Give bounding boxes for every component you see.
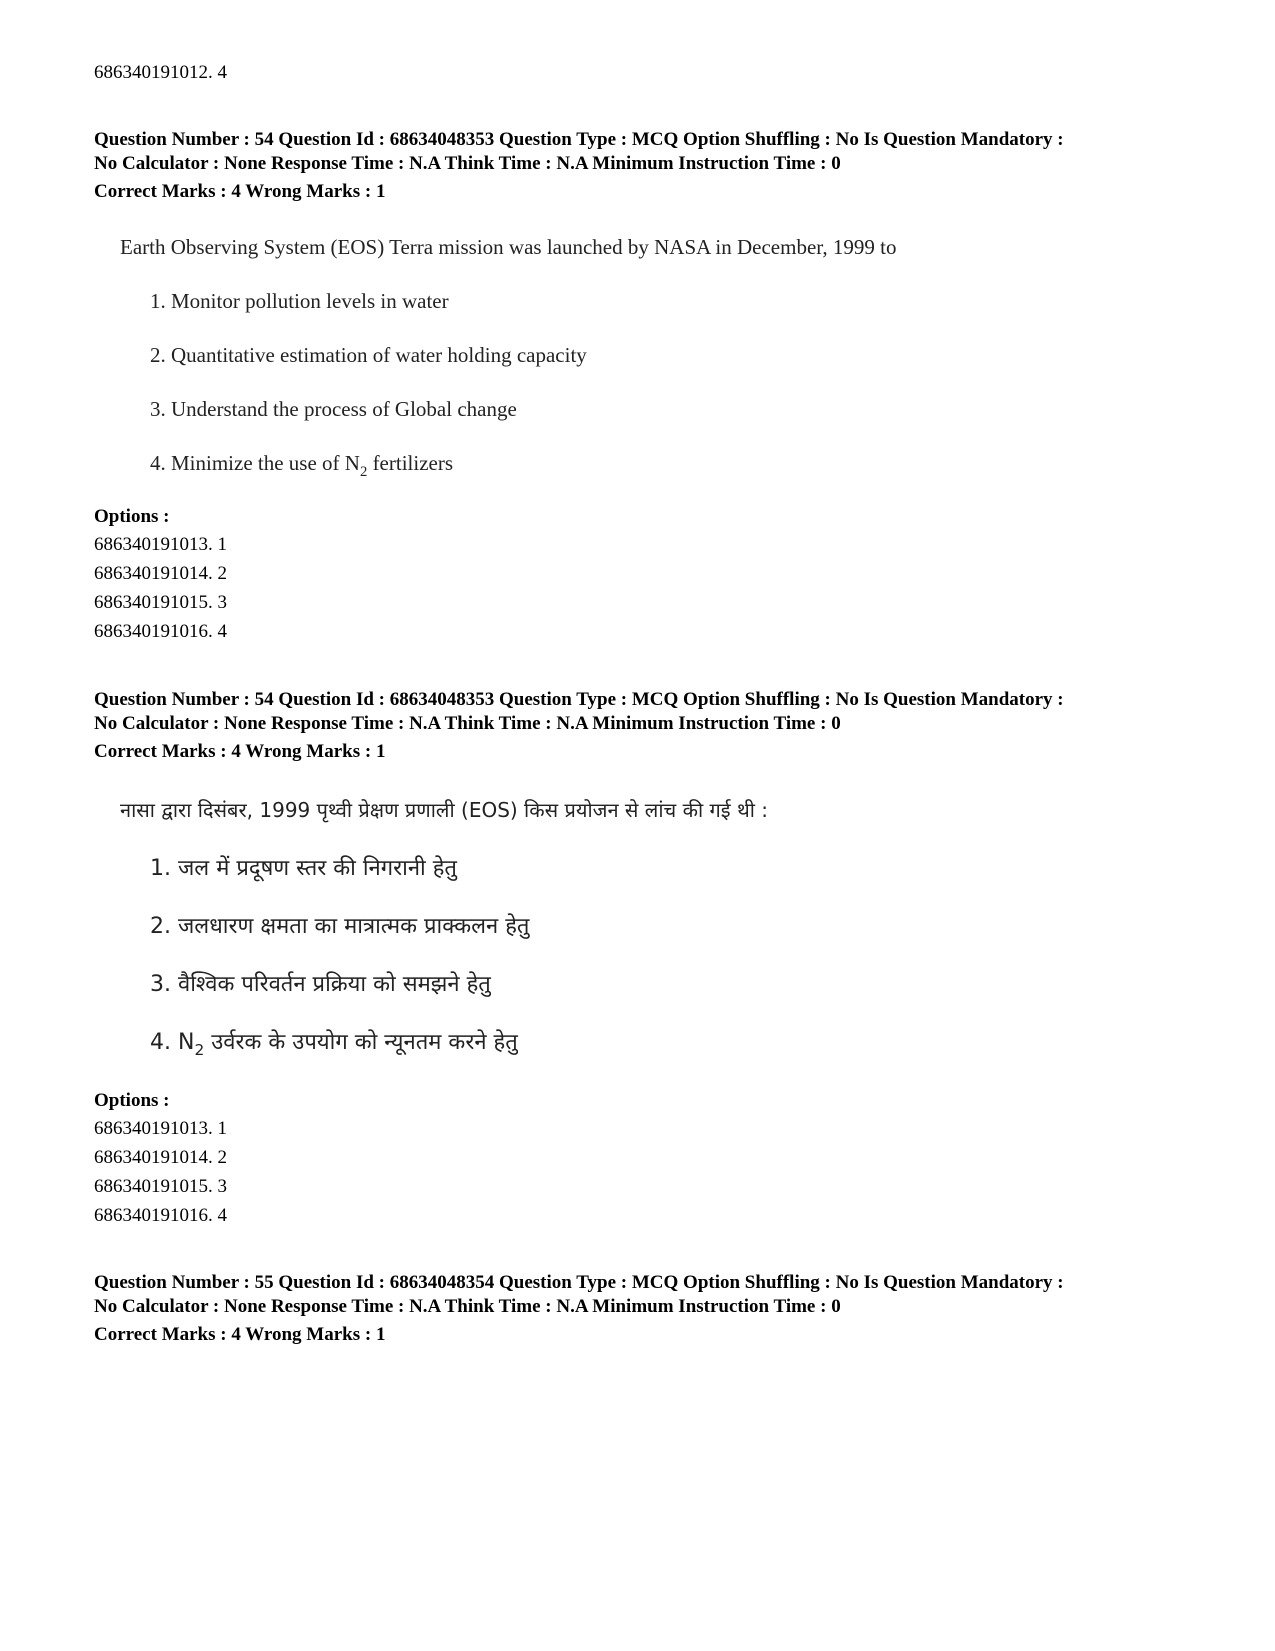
statement-item-3: 3. वैश्विक परिवर्तन प्रक्रिया को समझने हेतु xyxy=(150,972,491,997)
question-text: Earth Observing System (EOS) Terra mission was launched by NASA in December, 1999 to xyxy=(120,235,897,259)
statement-item-4: 4. Minimize the use of $N_2$ fertilizers xyxy=(150,451,454,480)
option-item-4: 686340191016. 4 xyxy=(94,621,227,642)
statement-item-3: 3. Understand the process of Global change xyxy=(150,397,517,421)
statement-item-2: 2. Quantitative estimation of water holding capacity xyxy=(150,343,587,367)
options-label: Options : xyxy=(94,1090,170,1111)
question-header-line1: Question Number : 55 Question Id : 68634048354 Question Type : MCQ Option Shuffling : No Is Question Mandatory : xyxy=(94,1272,1064,1293)
question-marks: Correct Marks : 4 Wrong Marks : 1 xyxy=(94,1324,386,1345)
question-marks: Correct Marks : 4 Wrong Marks : 1 xyxy=(94,741,386,762)
statement-item-2: 2. जलधारण क्षमता का मात्रात्मक प्राक्कलन हेतु xyxy=(150,914,530,939)
question-header-line2: No Calculator : None Response Time : N.A Think Time : N.A Minimum Instruction Time : 0 xyxy=(94,1296,841,1317)
question-marks: Correct Marks : 4 Wrong Marks : 1 xyxy=(94,181,386,202)
question-header-line1: Question Number : 54 Question Id : 68634048353 Question Type : MCQ Option Shuffling : No Is Question Mandatory : xyxy=(94,129,1064,150)
question-text: नासा द्वारा दिसंबर, 1999 पृथ्वी प्रेक्षण प्रणाली (EOS) किस प्रयोजन से लांच की गई थी : xyxy=(120,798,768,822)
option-item-3: 686340191015. 3 xyxy=(94,592,227,613)
options-label: Options : xyxy=(94,506,170,527)
previous-option-line: 686340191012. 4 xyxy=(94,62,227,83)
option-item-2: 686340191014. 2 xyxy=(94,563,227,584)
statement-item-1: 1. जल में प्रदूषण स्तर की निगरानी हेतु xyxy=(150,856,457,881)
statement-item-1: 1. Monitor pollution levels in water xyxy=(150,289,449,313)
question-header-line2: No Calculator : None Response Time : N.A Think Time : N.A Minimum Instruction Time : 0 xyxy=(94,153,841,174)
option-item-1: 686340191013. 1 xyxy=(94,1118,227,1139)
option-item-2: 686340191014. 2 xyxy=(94,1147,227,1168)
question-header-line2: No Calculator : None Response Time : N.A Think Time : N.A Minimum Instruction Time : 0 xyxy=(94,713,841,734)
question-header-line1: Question Number : 54 Question Id : 68634048353 Question Type : MCQ Option Shuffling : No Is Question Mandatory : xyxy=(94,689,1064,710)
option-item-4: 686340191016. 4 xyxy=(94,1205,227,1226)
option-item-3: 686340191015. 3 xyxy=(94,1176,227,1197)
option-item-1: 686340191013. 1 xyxy=(94,534,227,555)
statement-item-4: 4. $N_2$ उर्वरक के उपयोग को न्यूनतम करने हेतु xyxy=(150,1030,518,1060)
